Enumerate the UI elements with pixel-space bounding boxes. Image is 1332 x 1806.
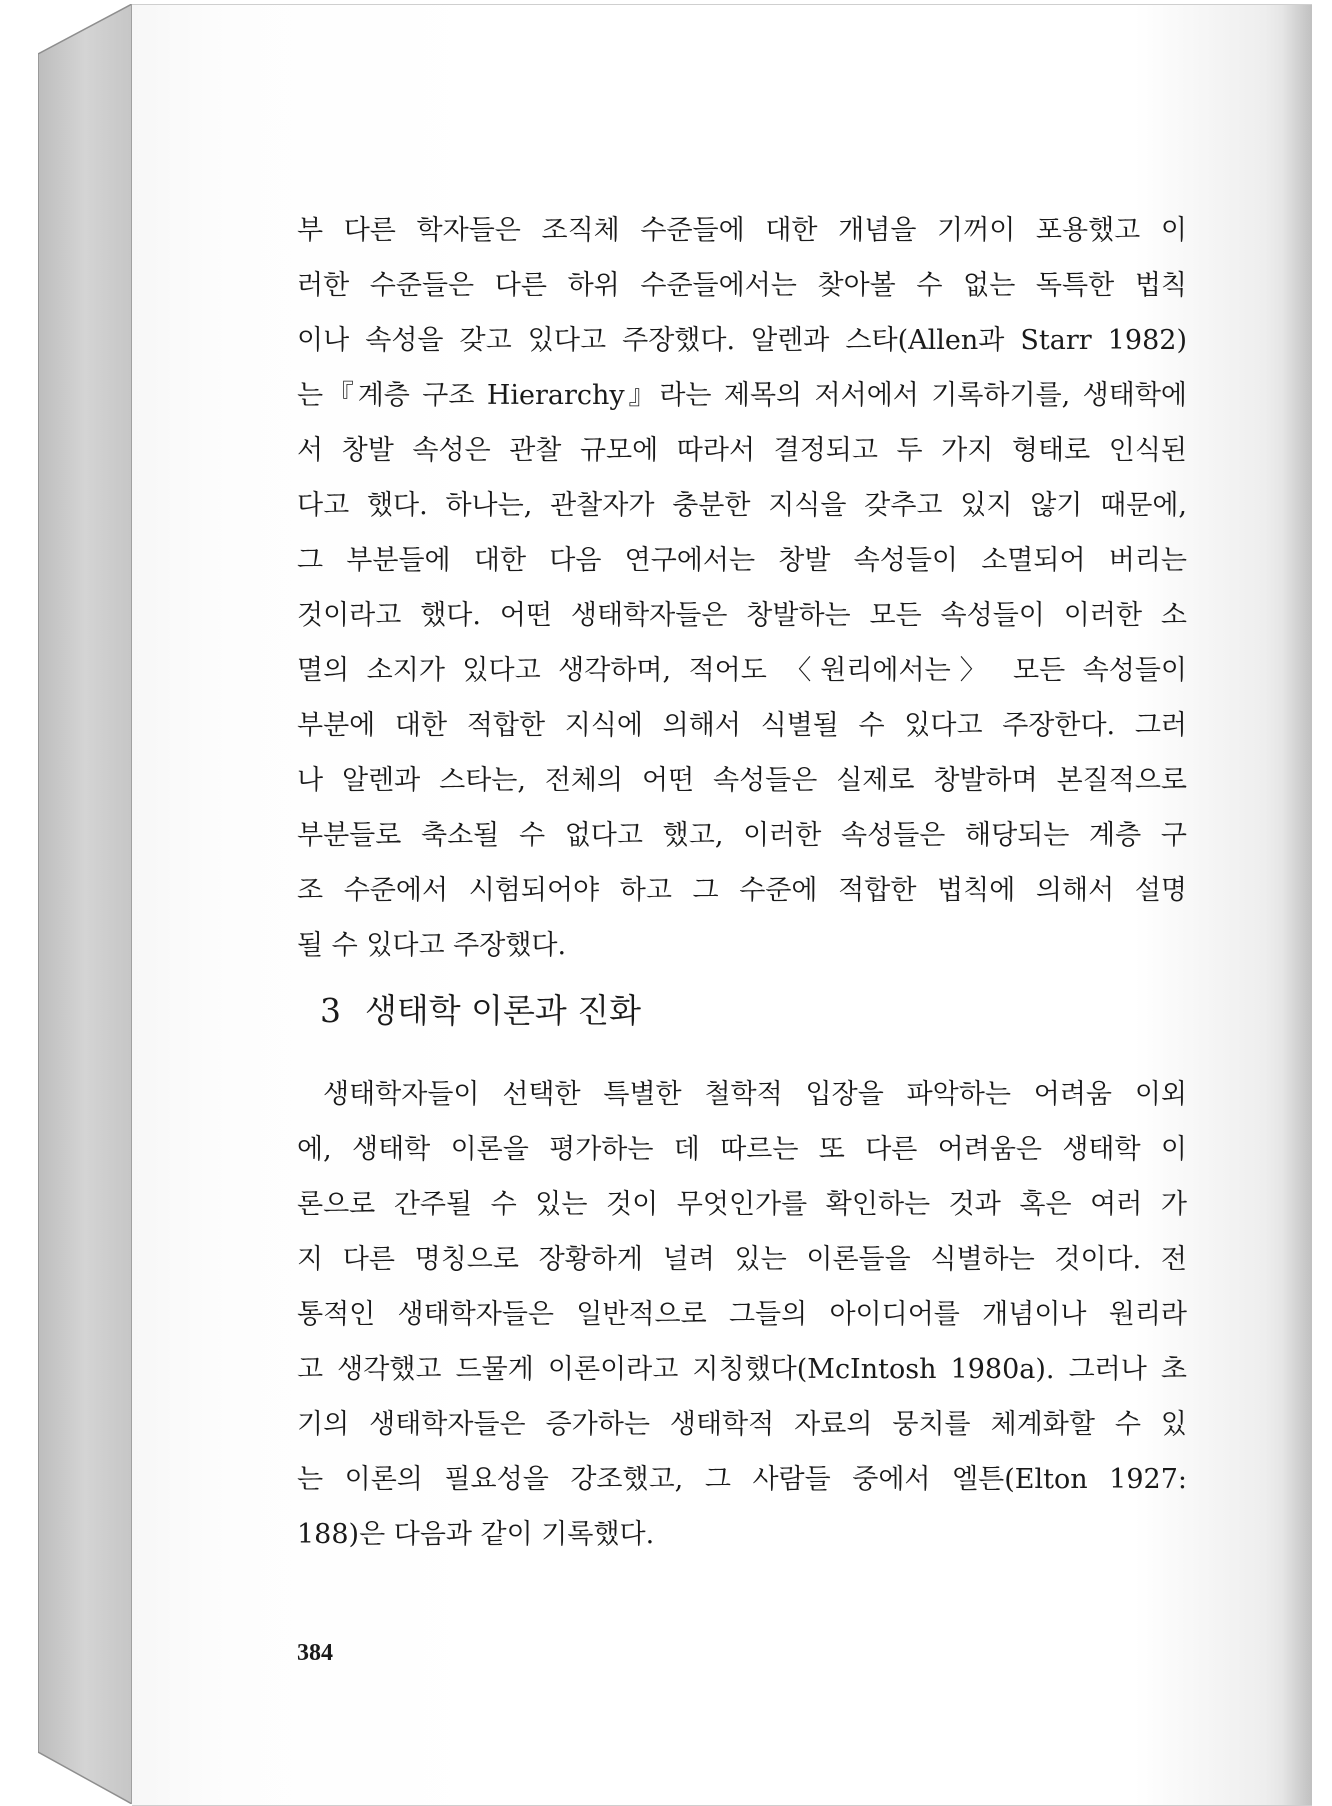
paragraph-line: 것이라고 했다. 어떤 생태학자들은 창발하는 모든 속성들이 이러한 소 <box>297 600 1187 631</box>
paragraph-line: 는『계층 구조 Hierarchy』라는 제목의 저서에서 기록하기를, 생태학에 <box>297 380 1187 411</box>
paragraph-line: 부분에 대한 적합한 지식에 의해서 식별될 수 있다고 주장한다. 그러 <box>297 710 1187 741</box>
paragraph-line: 될 수 있다고 주장했다. <box>297 930 567 961</box>
book-spine-graphic <box>38 4 138 1804</box>
section-number: 3 <box>320 991 341 1030</box>
paragraph-line: 론으로 간주될 수 있는 것이 무엇인가를 확인하는 것과 혹은 여러 가 <box>297 1189 1187 1220</box>
paragraph-line: 통적인 생태학자들은 일반적으로 그들의 아이디어를 개념이나 원리라 <box>297 1299 1187 1330</box>
paragraph-line: 조 수준에서 시험되어야 하고 그 수준에 적합한 법칙에 의해서 설명 <box>297 875 1187 906</box>
paragraph-line: 지 다른 명칭으로 장황하게 널려 있는 이론들을 식별하는 것이다. 전 <box>297 1244 1187 1275</box>
paragraph-line: 서 창발 속성은 관찰 규모에 따라서 결정되고 두 가지 형태로 인식된 <box>297 435 1187 466</box>
paragraph-line: 생태학자들이 선택한 특별한 철학적 입장을 파악하는 어려움 이외 <box>323 1079 1187 1110</box>
body-paragraph-1 <box>297 203 1187 973</box>
paragraph-line: 기의 생태학자들은 증가하는 생태학적 자료의 뭉치를 체계화할 수 있 <box>297 1409 1187 1440</box>
paragraph-line: 부분들로 축소될 수 없다고 했고, 이러한 속성들은 해당되는 계층 구 <box>297 820 1187 851</box>
paragraph-line: 188)은 다음과 같이 기록했다. <box>297 1519 655 1550</box>
paragraph-line: 고 생각했고 드물게 이론이라고 지칭했다(McIntosh 1980a). 그러나 초 <box>297 1354 1187 1385</box>
paragraph-line: 는 이론의 필요성을 강조했고, 그 사람들 중에서 엘튼(Elton 1927: <box>297 1464 1187 1495</box>
page-number: 384 <box>297 1640 333 1666</box>
paragraph-line: 그 부분들에 대한 다음 연구에서는 창발 속성들이 소멸되어 버리는 <box>297 545 1187 576</box>
paragraph-line: 이나 속성을 갖고 있다고 주장했다. 알렌과 스타(Allen과 Starr 1982) <box>297 325 1187 356</box>
paragraph-line: 나 알렌과 스타는, 전체의 어떤 속성들은 실제로 창발하며 본질적으로 <box>297 765 1187 796</box>
section-heading <box>320 985 641 1032</box>
paragraph-line: 에, 생태학 이론을 평가하는 데 따르는 또 다른 어려움은 생태학 이 <box>297 1134 1187 1165</box>
paragraph-line: 멸의 소지가 있다고 생각하며, 적어도 〈원리에서는〉 모든 속성들이 <box>297 655 1187 686</box>
section-title: 생태학 이론과 진화 <box>365 991 642 1030</box>
page-edge-shadow <box>1282 5 1312 1805</box>
paragraph-line: 다고 했다. 하나는, 관찰자가 충분한 지식을 갖추고 있지 않기 때문에, <box>297 490 1187 521</box>
paragraph-line: 러한 수준들은 다른 하위 수준들에서는 찾아볼 수 없는 독특한 법칙 <box>297 270 1187 301</box>
book-spine-edge <box>38 4 138 1804</box>
body-paragraph-2 <box>297 1067 1187 1562</box>
paragraph-line: 부 다른 학자들은 조직체 수준들에 대한 개념을 기꺼이 포용했고 이 <box>297 215 1187 246</box>
